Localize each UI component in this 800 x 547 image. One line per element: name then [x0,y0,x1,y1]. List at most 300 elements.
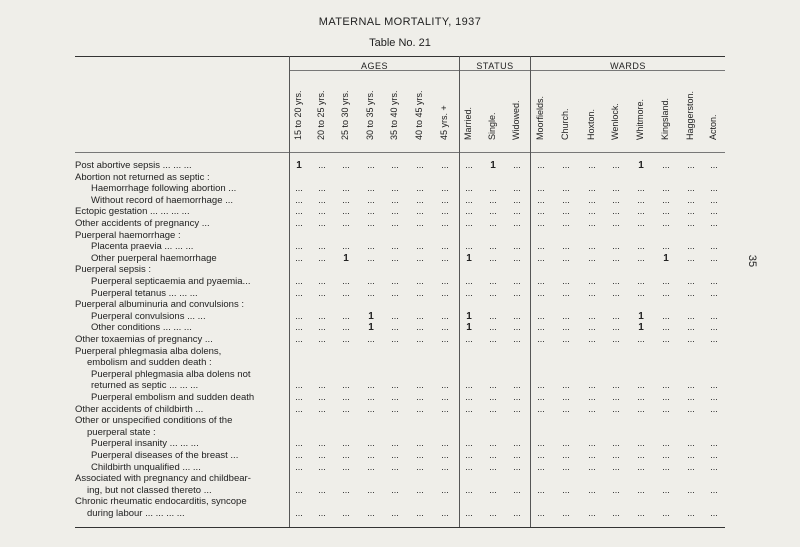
table-cell: ... [342,160,350,170]
row-label: ing, but not classed thereto ... [87,484,212,496]
row-label: Puerperal septicaemia and pyaemia... [91,276,251,287]
table-cell: ... [637,183,645,194]
table-cell: ... [318,218,326,228]
table-cell: ... [687,322,695,333]
table-cell: ... [537,241,545,252]
table-cell: ... [588,322,596,333]
table-cell: ... [489,380,497,391]
table-cell: ... [662,461,670,472]
column-header-label: Single. [487,112,497,140]
table-cell: ... [612,241,620,252]
table-cell: ... [562,194,570,205]
table-cell: ... [367,380,375,391]
row-label: Abortion not returned as septic : [75,171,210,183]
table-cell: ... [295,252,303,263]
table-cell: ... [588,183,596,194]
table-cell: ... [588,252,596,263]
table-cell: ... [537,194,545,205]
table-cell: ... [687,218,695,228]
table-cell: ... [441,310,449,321]
table-cell: ... [612,484,620,495]
row-label: Childbirth unqualified ... ... [91,461,201,473]
table-cell: ... [637,392,645,402]
table-cell: ... [513,310,521,321]
column-header [337,72,355,150]
table-cell: ... [342,508,350,518]
table-cell: ... [537,508,545,518]
table-cell: ... [513,194,521,205]
table-cell: ... [391,450,399,460]
table-cell: ... [318,194,326,205]
table-cell: ... [687,183,695,194]
table-cell: ... [318,461,326,472]
table-cell: ... [513,252,521,263]
table-cell: ... [612,334,620,344]
table-cell: ... [687,334,695,344]
table-cell: ... [318,450,326,460]
table-cell: ... [637,206,645,217]
group-header-wards: WARDS [610,61,646,71]
table-cell: ... [441,160,449,170]
table-top-rule [75,56,725,57]
table-cell: ... [537,334,545,344]
table-cell: ... [588,206,596,217]
column-header-label: 25 to 30 yrs. [340,90,350,140]
row-label: embolism and sudden death : [87,357,212,369]
table-cell: ... [612,438,620,449]
table-cell: ... [367,392,375,402]
table-cell: ... [441,461,449,472]
column-header [386,72,404,150]
table-cell: 1 [368,322,374,334]
table-cell: ... [489,218,497,228]
table-cell: ... [537,218,545,228]
table-cell: ... [562,252,570,263]
table-cell: ... [588,276,596,286]
table-cell: ... [612,252,620,263]
table-cell: ... [513,461,521,472]
table-cell: ... [295,206,303,217]
table-cell: ... [367,194,375,205]
table-cell: ... [318,310,326,321]
table-cell: ... [513,403,521,414]
table-cell: ... [295,334,303,344]
table-cell: ... [662,310,670,321]
column-header-label: Married. [463,106,473,140]
table-cell: ... [465,438,473,449]
table-cell: ... [662,287,670,298]
table-cell: ... [318,241,326,252]
table-cell: ... [465,287,473,298]
table-cell: 1 [638,322,644,334]
table-cell: ... [489,508,497,518]
table-cell: ... [441,334,449,344]
table-cell: ... [489,403,497,414]
table-cell: ... [416,252,424,263]
table-cell: ... [391,461,399,472]
table-cell: ... [465,484,473,495]
table-cell: ... [391,183,399,194]
table-cell: ... [342,287,350,298]
row-label: Puerperal insanity ... ... ... [91,438,199,450]
table-cell: ... [513,392,521,402]
row-label: Puerperal phlegmasia alba dolens, [75,345,222,357]
table-cell: ... [489,276,497,286]
table-cell: ... [662,194,670,205]
table-cell: ... [342,380,350,391]
table-cell: ... [416,438,424,449]
column-header-label: 20 to 25 yrs. [316,90,326,140]
table-cell: ... [537,252,545,263]
table-cell: ... [391,380,399,391]
table-cell: ... [662,322,670,333]
table-cell: ... [687,438,695,449]
column-header [682,72,700,150]
table-cell: ... [441,438,449,449]
table-cell: ... [342,461,350,472]
table-cell: ... [637,194,645,205]
row-label: during labour ... ... ... ... [87,508,185,519]
table-cell: ... [687,194,695,205]
table-cell: ... [416,380,424,391]
table-subtitle: Table No. 21 [369,37,431,49]
table-cell: ... [391,322,399,333]
row-label: Haemorrhage following abortion ... [91,183,237,195]
table-cell: 1 [466,252,472,264]
table-cell: ... [537,392,545,402]
table-cell: ... [318,252,326,263]
table-cell: ... [513,380,521,391]
table-cell: ... [318,438,326,449]
table-cell: ... [513,287,521,298]
table-cell: ... [662,484,670,495]
column-header-label: Acton. [708,114,718,140]
table-cell: ... [318,392,326,402]
table-cell: ... [295,461,303,472]
table-cell: ... [441,252,449,263]
row-label: Placenta praevia ... ... ... [91,241,194,253]
column-header [436,72,454,150]
table-cell: ... [662,183,670,194]
table-cell: ... [489,206,497,217]
table-cell: ... [588,380,596,391]
row-label: Other accidents of pregnancy ... [75,218,210,229]
table-cell: ... [465,461,473,472]
table-cell: ... [562,508,570,518]
table-cell: ... [710,403,718,414]
table-cell: ... [342,322,350,333]
table-cell: ... [513,450,521,460]
table-cell: ... [662,508,670,518]
table-cell: ... [489,241,497,252]
table-cell: ... [710,334,718,344]
table-cell: ... [489,252,497,263]
column-header-label: Church. [560,108,570,140]
column-header [313,72,331,150]
table-cell: ... [367,206,375,217]
table-cell: ... [441,380,449,391]
table-cell: ... [367,241,375,252]
column-header [705,72,723,150]
table-cell: ... [562,403,570,414]
table-cell: ... [687,403,695,414]
column-header-label: 15 to 20 yrs. [293,90,303,140]
table-cell: ... [637,450,645,460]
row-label: Puerperal tetanus ... ... ... [91,287,198,299]
table-cell: ... [588,241,596,252]
table-cell: ... [562,241,570,252]
table-cell: ... [612,183,620,194]
table-cell: ... [537,206,545,217]
header-bottom-rule [75,152,725,153]
row-label: Other conditions ... ... ... [91,322,192,334]
table-cell: ... [489,392,497,402]
row-label: Chronic rheumatic endocarditis, syncope [75,496,247,508]
table-cell: ... [562,287,570,298]
table-cell: ... [513,438,521,449]
group-header-status: STATUS [476,61,514,71]
table-cell: ... [391,438,399,449]
table-cell: ... [295,380,303,391]
table-cell: ... [295,450,303,460]
table-cell: ... [562,310,570,321]
table-cell: ... [367,508,375,518]
table-cell: ... [391,218,399,228]
table-cell: ... [441,287,449,298]
table-cell: ... [687,241,695,252]
table-cell: ... [489,194,497,205]
column-header [460,72,478,150]
table-cell: ... [513,206,521,217]
table-cell: ... [318,160,326,170]
table-cell: ... [588,287,596,298]
table-cell: ... [465,241,473,252]
table-cell: ... [391,287,399,298]
column-header [583,72,601,150]
table-cell: ... [318,322,326,333]
table-cell: ... [441,508,449,518]
table-cell: ... [342,310,350,321]
table-cell: ... [318,183,326,194]
column-header-label: 45 yrs. + [439,105,449,140]
table-cell: ... [489,310,497,321]
table-cell: ... [416,334,424,344]
table-cell: ... [342,241,350,252]
table-cell: ... [342,194,350,205]
column-header-label: Widowed. [511,100,521,140]
table-cell: ... [489,484,497,495]
table-cell: ... [562,334,570,344]
table-cell: ... [489,183,497,194]
table-cell: ... [342,206,350,217]
table-cell: ... [637,380,645,391]
column-header [607,72,625,150]
table-cell: ... [342,438,350,449]
column-header-label: Haggerston. [685,90,695,140]
row-label: Puerperal embolism and sudden death [91,392,255,403]
table-cell: ... [441,276,449,286]
table-cell: ... [367,183,375,194]
column-header-label: Hoxton. [586,108,596,140]
table-cell: ... [465,450,473,460]
table-cell: ... [513,508,521,518]
column-header [484,72,502,150]
table-cell: ... [342,218,350,228]
table-cell: ... [441,484,449,495]
table-cell: ... [710,322,718,333]
row-label: returned as septic ... ... ... [91,380,199,392]
table-cell: ... [295,438,303,449]
column-header-label: 40 to 45 yrs. [414,90,424,140]
table-cell: ... [562,160,570,170]
table-cell: ... [612,160,620,170]
table-cell: ... [342,183,350,194]
table-cell: ... [416,403,424,414]
table-cell: ... [562,438,570,449]
table-cell: ... [367,334,375,344]
table-cell: ... [588,403,596,414]
table-cell: ... [391,206,399,217]
table-cell: ... [295,218,303,228]
column-header [632,72,650,150]
table-cell: ... [391,403,399,414]
table-cell: 1 [466,310,472,322]
table-cell: ... [465,160,473,170]
table-cell: ... [416,218,424,228]
table-cell: ... [537,276,545,286]
table-cell: ... [489,438,497,449]
table-cell: ... [612,403,620,414]
table-cell: ... [687,206,695,217]
table-cell: ... [416,310,424,321]
table-cell: ... [562,218,570,228]
table-cell: ... [710,438,718,449]
table-cell: ... [710,252,718,263]
table-cell: ... [295,287,303,298]
table-cell: ... [537,484,545,495]
table-cell: ... [318,276,326,286]
table-cell: ... [441,322,449,333]
table-cell: ... [391,241,399,252]
table-cell: ... [367,287,375,298]
table-cell: ... [441,392,449,402]
table-cell: ... [513,241,521,252]
table-cell: ... [637,508,645,518]
table-cell: ... [687,310,695,321]
row-label: puerperal state : [87,426,156,438]
table-cell: ... [513,322,521,333]
table-cell: ... [318,206,326,217]
table-cell: ... [416,160,424,170]
table-cell: ... [710,380,718,391]
table-cell: ... [637,461,645,472]
table-cell: ... [662,438,670,449]
table-cell: ... [416,287,424,298]
table-cell: ... [562,206,570,217]
table-cell: ... [562,461,570,472]
table-cell: ... [537,438,545,449]
table-cell: ... [513,183,521,194]
table-cell: ... [687,276,695,286]
table-cell: ... [295,508,303,518]
row-label: Ectopic gestation ... ... ... ... [75,206,190,218]
table-cell: ... [391,276,399,286]
table-cell: ... [295,276,303,286]
table-cell: ... [687,508,695,518]
table-cell: ... [687,450,695,460]
table-cell: 1 [368,310,374,322]
table-cell: ... [637,241,645,252]
table-cell: ... [441,450,449,460]
row-label: Puerperal diseases of the breast ... [91,450,239,461]
table-cell: ... [687,380,695,391]
table-cell: ... [441,206,449,217]
table-cell: ... [662,334,670,344]
table-cell: ... [318,380,326,391]
table-cell: ... [416,276,424,286]
row-label: Puerperal phlegmasia alba dolens not [91,368,251,380]
table-cell: ... [710,241,718,252]
table-cell: ... [662,241,670,252]
table-cell: ... [612,276,620,286]
table-cell: 1 [466,322,472,334]
table-cell: 1 [638,160,644,171]
table-cell: ... [465,380,473,391]
table-cell: ... [687,461,695,472]
table-cell: ... [465,206,473,217]
table-cell: ... [588,392,596,402]
column-header-label: 35 to 40 yrs. [389,90,399,140]
table-cell: ... [416,183,424,194]
table-cell: ... [342,276,350,286]
table-cell: ... [391,160,399,170]
table-cell: ... [588,508,596,518]
row-label: Associated with pregnancy and childbear- [75,473,251,485]
column-header [657,72,675,150]
table-cell: ... [662,392,670,402]
table-cell: ... [612,287,620,298]
table-cell: ... [687,287,695,298]
column-header [411,72,429,150]
table-cell: ... [441,183,449,194]
table-cell: ... [318,508,326,518]
table-cell: ... [391,484,399,495]
table-cell: ... [513,484,521,495]
table-cell: ... [588,461,596,472]
table-cell: ... [318,403,326,414]
table-cell: ... [662,160,670,170]
table-cell: ... [637,252,645,263]
column-header-label: 30 to 35 yrs. [365,90,375,140]
table-cell: ... [562,484,570,495]
table-cell: ... [465,183,473,194]
table-cell: ... [687,392,695,402]
table-cell: ... [295,183,303,194]
table-cell: ... [416,206,424,217]
table-cell: ... [465,218,473,228]
table-cell: ... [710,218,718,228]
table-cell: ... [318,334,326,344]
table-cell: 1 [296,160,302,171]
table-cell: ... [612,218,620,228]
table-cell: ... [441,218,449,228]
table-cell: ... [489,334,497,344]
table-cell: ... [710,206,718,217]
table-cell: ... [513,218,521,228]
table-cell: ... [367,461,375,472]
table-cell: ... [537,380,545,391]
table-cell: ... [416,508,424,518]
